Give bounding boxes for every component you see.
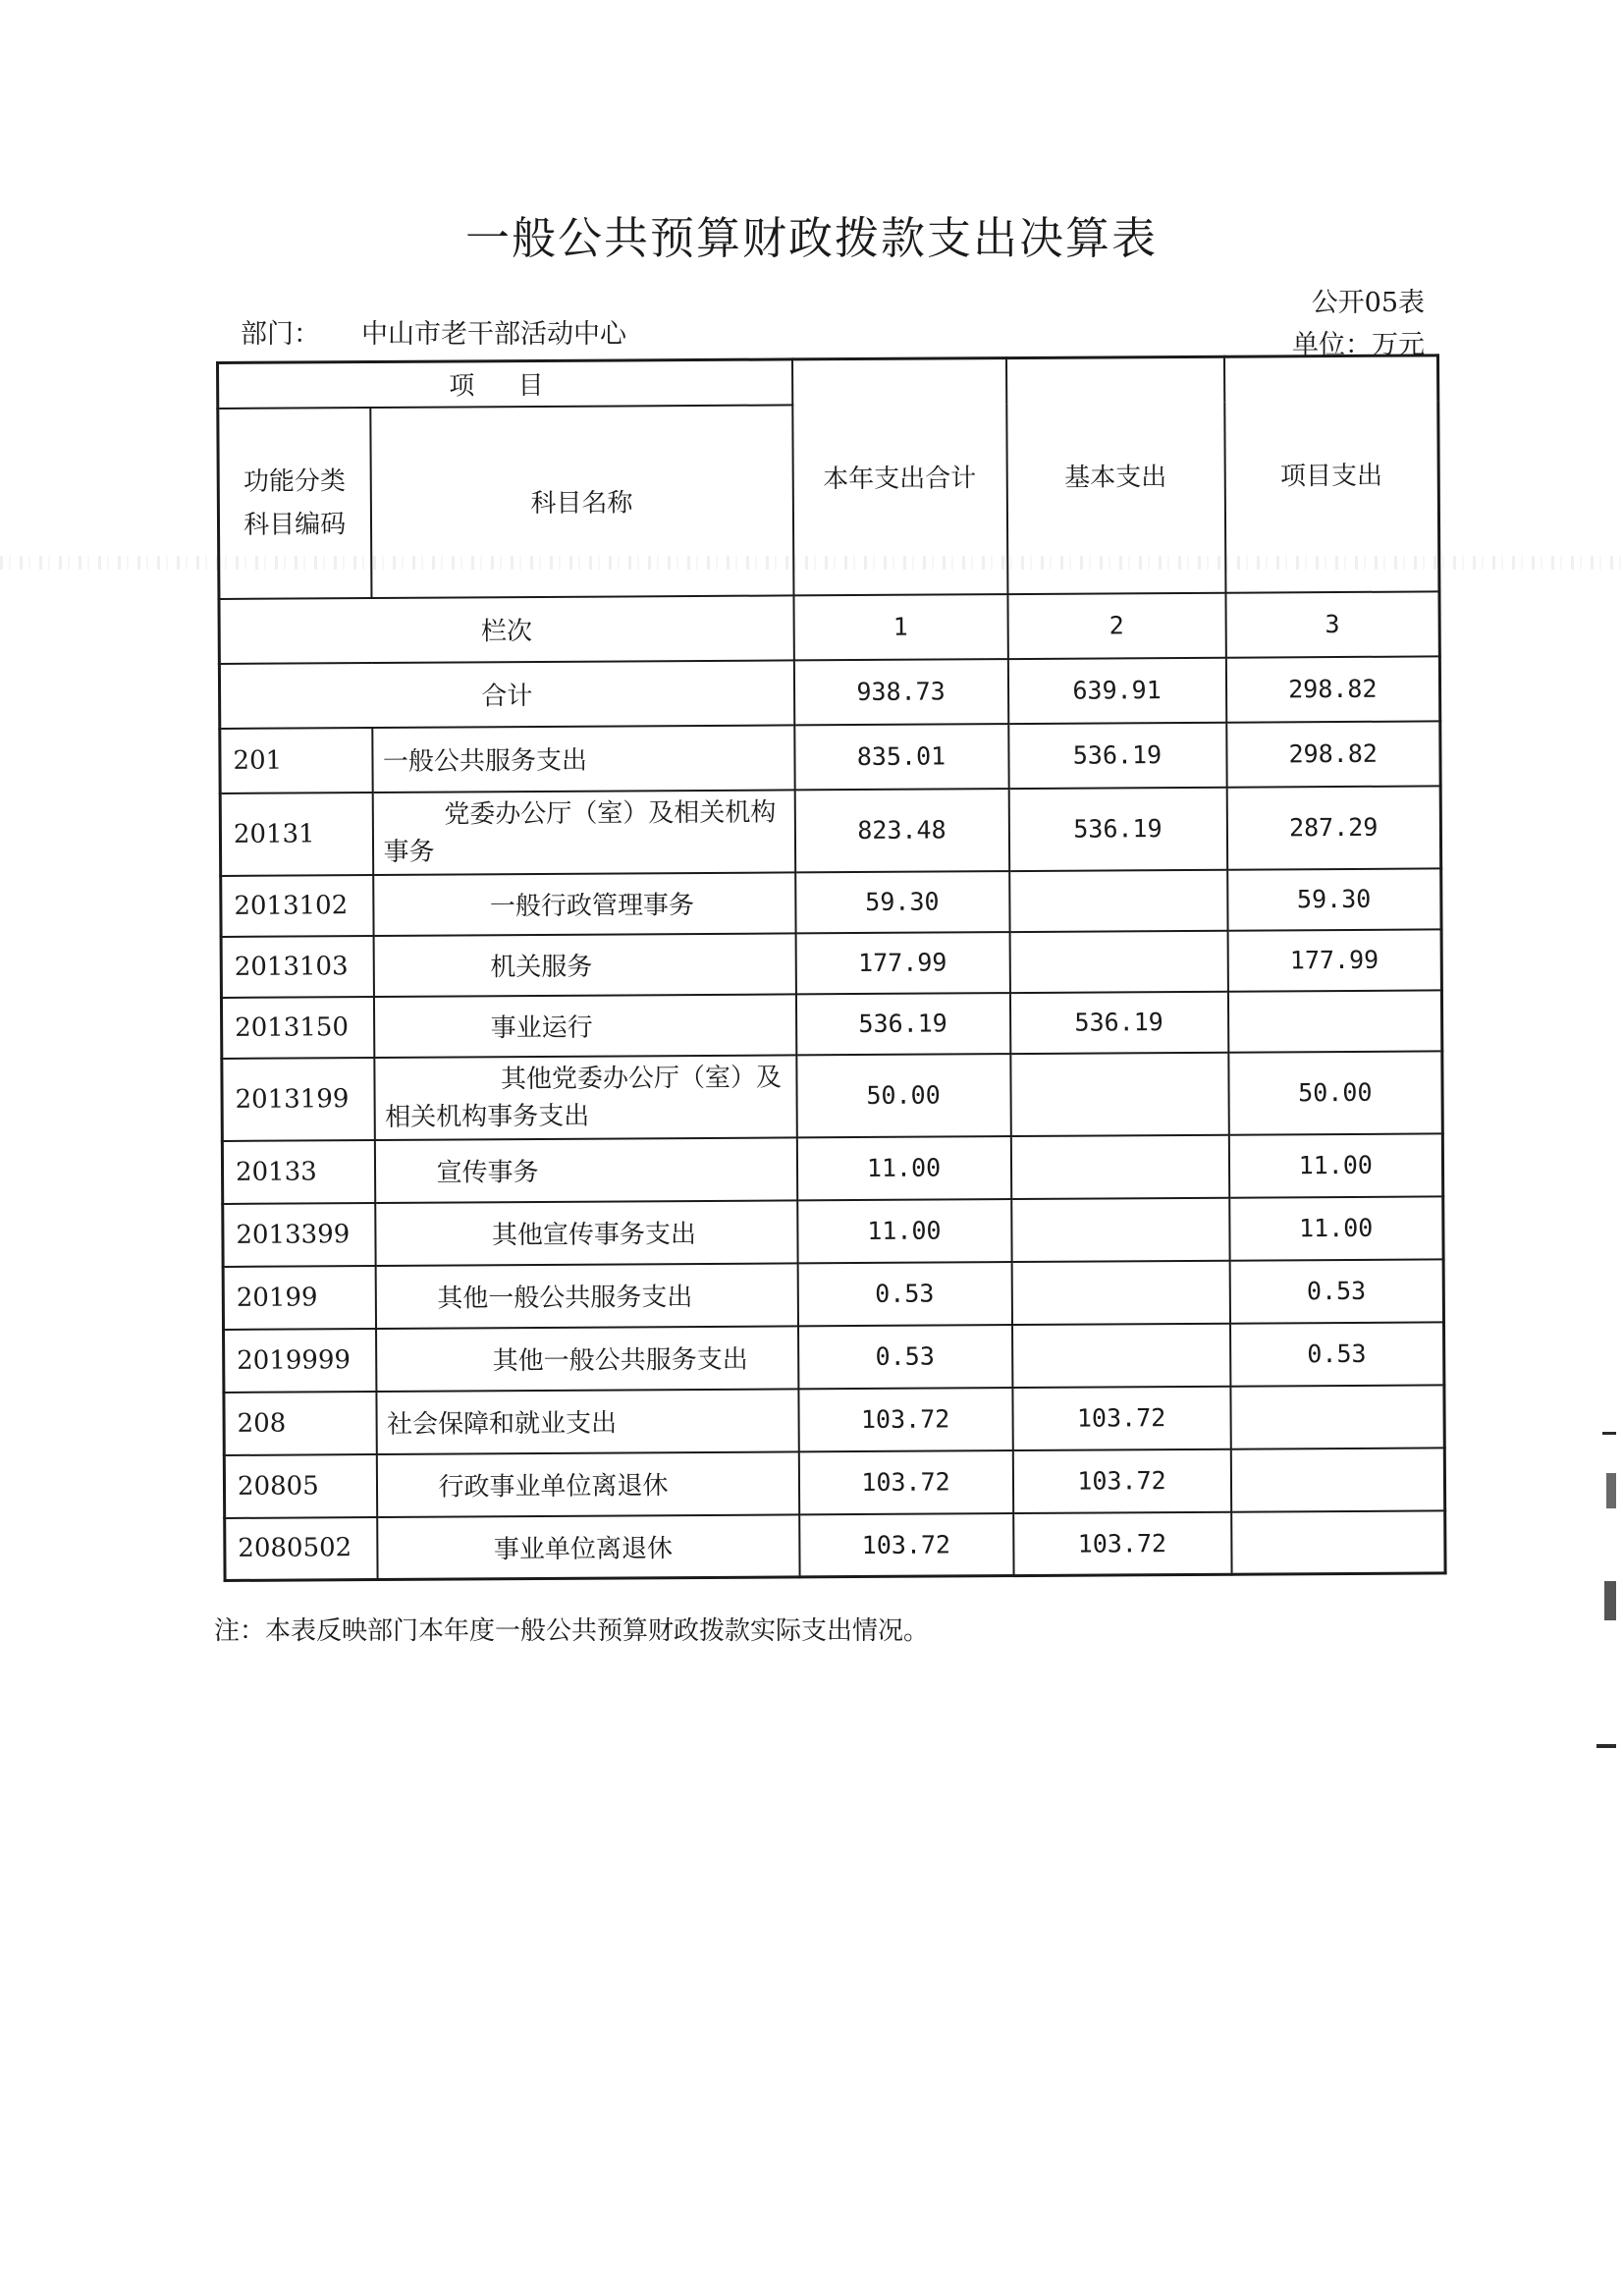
row-code: 2013103 — [221, 936, 373, 998]
row-name: 宣传事务 — [374, 1137, 796, 1203]
row-name: 其他宣传事务支出 — [375, 1200, 797, 1266]
index-1: 1 — [793, 594, 1007, 660]
header-basic: 基本支出 — [1006, 356, 1225, 593]
row-basic: 536.19 — [1008, 787, 1227, 870]
table-row — [220, 786, 1441, 876]
sum-label: 合计 — [219, 660, 793, 729]
row-basic: 103.72 — [1013, 1511, 1231, 1575]
row-project: 0.53 — [1230, 1322, 1444, 1386]
footnote: 注：本表反映部门本年度一般公共预算财政拨款实际支出情况。 — [214, 1616, 930, 1646]
header-code — [218, 408, 371, 599]
table-row — [223, 1196, 1443, 1267]
unit-label: 单位：万元 — [1292, 330, 1425, 360]
row-name: 一般公共服务支出 — [372, 725, 794, 793]
header-code-line2: 科目编码 — [243, 509, 347, 540]
row-name-line2: 相关机构事务支出 — [385, 1101, 590, 1132]
row-basic — [1010, 1052, 1229, 1135]
header-name: 科目名称 — [370, 405, 793, 598]
row-basic: 536.19 — [1008, 722, 1226, 788]
row-project: 11.00 — [1228, 1133, 1442, 1197]
row-total: 823.48 — [794, 789, 1009, 872]
row-name: 行政事业单位离退休 — [376, 1451, 798, 1517]
row-project — [1230, 1448, 1444, 1511]
row-code: 201 — [220, 728, 372, 793]
row-code: 20805 — [224, 1454, 376, 1518]
row-total: 835.01 — [794, 724, 1008, 790]
table-row — [221, 990, 1441, 1059]
row-basic — [1011, 1197, 1229, 1261]
table-row — [220, 721, 1440, 793]
row-total: 0.53 — [797, 1262, 1011, 1326]
table-row — [221, 868, 1441, 937]
table-row — [224, 1322, 1444, 1393]
table-row — [222, 1051, 1443, 1141]
row-code: 208 — [224, 1392, 376, 1455]
row-total: 103.72 — [798, 1450, 1012, 1514]
row-basic: 103.72 — [1012, 1386, 1230, 1449]
sum-row — [219, 656, 1439, 729]
row-total: 59.30 — [795, 871, 1009, 933]
row-name: 其他一般公共服务支出 — [375, 1263, 797, 1329]
index-2: 2 — [1007, 592, 1225, 658]
index-3: 3 — [1225, 591, 1439, 657]
row-project: 287.29 — [1226, 786, 1441, 869]
row-name: 一般行政管理事务 — [373, 872, 795, 936]
row-project: 177.99 — [1227, 929, 1441, 991]
row-code: 2013199 — [222, 1058, 375, 1141]
row-name-line1: 党委办公厅（室）及相关机构 — [444, 797, 777, 830]
row-total: 50.00 — [796, 1054, 1011, 1137]
header-project: 项 目 — [218, 359, 792, 409]
row-name-line2: 事务 — [383, 837, 435, 867]
sum-basic: 639.91 — [1007, 657, 1225, 723]
row-basic — [1011, 1260, 1229, 1324]
row-project — [1230, 1385, 1444, 1449]
row-name: 社会保障和就业支出 — [376, 1389, 798, 1454]
row-code: 2013150 — [221, 997, 373, 1059]
index-label: 栏次 — [219, 595, 793, 664]
row-total: 103.72 — [798, 1388, 1012, 1451]
row-name: 事业单位离退休 — [377, 1514, 799, 1580]
table-row — [221, 929, 1441, 998]
scan-edge-mark — [1602, 1432, 1616, 1435]
row-total: 0.53 — [798, 1325, 1012, 1389]
row-project: 50.00 — [1228, 1051, 1443, 1134]
table-row — [224, 1448, 1444, 1518]
header-code-line1: 功能分类 — [243, 465, 347, 497]
department-label: 部门： — [241, 319, 320, 350]
scan-edge-mark — [1606, 1473, 1616, 1508]
expenditure-table — [216, 354, 1447, 1582]
row-basic — [1009, 869, 1227, 931]
row-basic — [1012, 1323, 1230, 1387]
row-code: 2013399 — [223, 1203, 375, 1267]
row-project: 59.30 — [1227, 868, 1441, 930]
row-basic: 536.19 — [1009, 991, 1227, 1053]
sum-total: 938.73 — [793, 659, 1007, 725]
row-project: 11.00 — [1229, 1196, 1443, 1260]
page-title: 一般公共预算财政拨款支出决算表 — [464, 212, 1158, 264]
department-name: 中山市老干部活动中心 — [361, 319, 626, 350]
index-row — [219, 591, 1439, 664]
form-number: 公开05表 — [1311, 288, 1425, 318]
table-row — [224, 1385, 1444, 1455]
row-code: 20133 — [222, 1140, 374, 1204]
row-basic — [1010, 1134, 1228, 1198]
table-row — [225, 1510, 1445, 1581]
row-project: 298.82 — [1226, 721, 1440, 787]
row-name: 机关服务 — [373, 933, 795, 997]
row-code: 20131 — [220, 793, 373, 876]
row-code: 2013102 — [221, 875, 373, 937]
header-project-expense: 项目支出 — [1224, 355, 1439, 592]
row-code: 2080502 — [225, 1517, 377, 1581]
row-name: 其他一般公共服务支出 — [376, 1326, 798, 1392]
scan-edge-mark — [1596, 1744, 1616, 1748]
table-row — [223, 1259, 1443, 1330]
row-name — [372, 790, 795, 875]
row-total: 536.19 — [795, 993, 1009, 1055]
row-project — [1231, 1510, 1445, 1574]
row-total: 103.72 — [799, 1513, 1013, 1577]
row-name-line1: 其他党委办公厅（室）及 — [500, 1062, 783, 1094]
header-total: 本年支出合计 — [792, 358, 1007, 595]
row-basic: 103.72 — [1012, 1449, 1230, 1512]
department-line — [241, 312, 626, 351]
row-total: 11.00 — [797, 1199, 1011, 1263]
header-row-project — [218, 355, 1438, 409]
scan-edge-mark — [1604, 1581, 1616, 1620]
row-code: 2019999 — [224, 1329, 376, 1393]
row-total: 177.99 — [795, 932, 1009, 994]
row-project — [1227, 990, 1441, 1052]
row-code: 20199 — [223, 1266, 375, 1330]
row-name: 事业运行 — [373, 994, 795, 1058]
row-name — [374, 1055, 797, 1140]
row-project: 0.53 — [1229, 1259, 1443, 1323]
row-basic — [1009, 930, 1227, 992]
row-total: 11.00 — [796, 1136, 1010, 1200]
table-row — [222, 1133, 1442, 1204]
sum-project: 298.82 — [1225, 656, 1439, 722]
